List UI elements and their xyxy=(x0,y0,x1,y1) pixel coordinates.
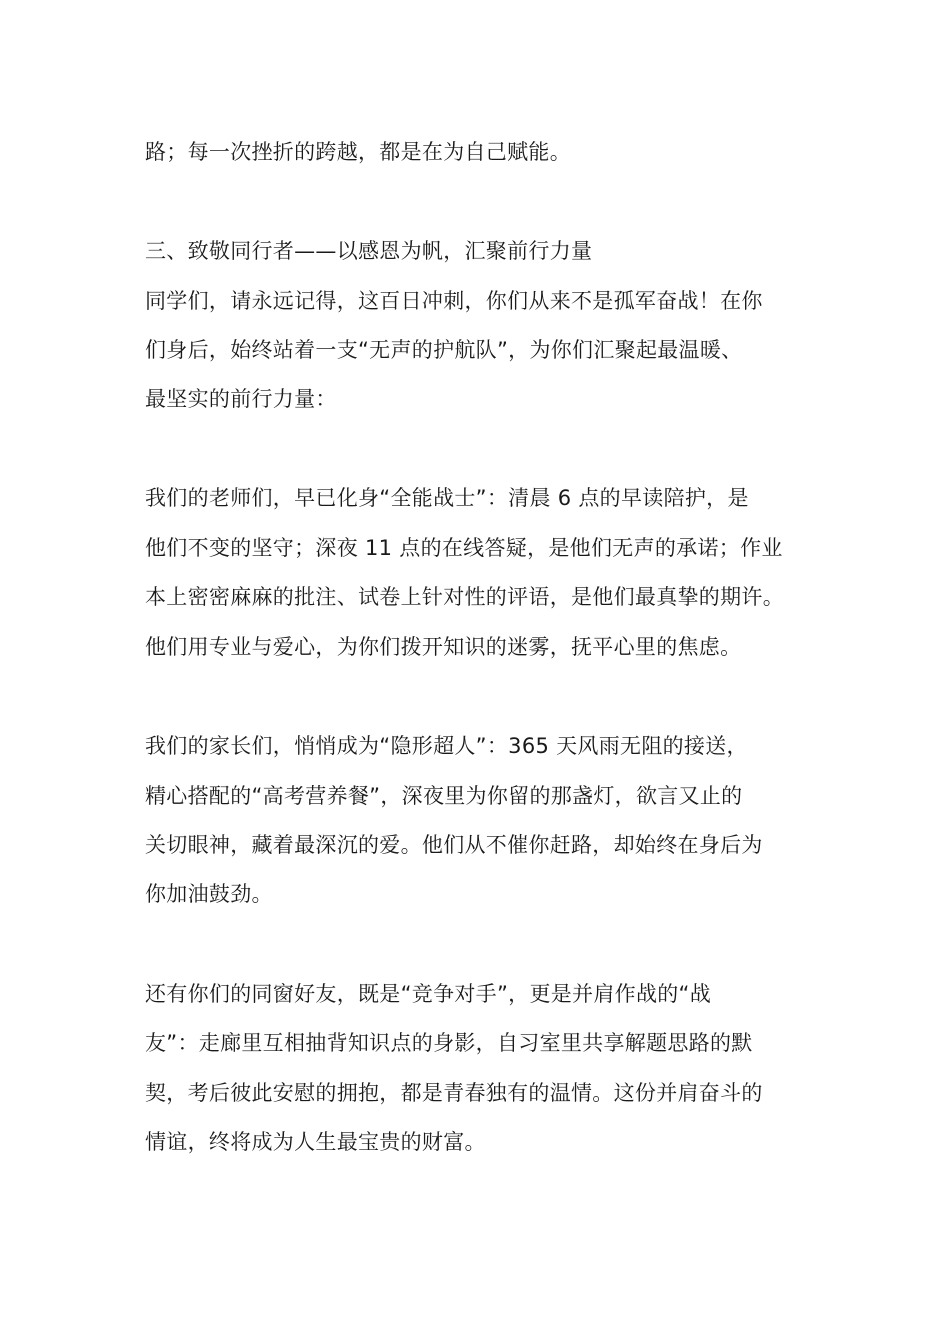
paragraph-line: 友”：走廊里互相抽背知识点的身影，自习室里共享解题思路的默 xyxy=(145,1031,753,1055)
paragraph-line: 本上密密麻麻的批注、试卷上针对性的评语，是他们最真挚的期许。 xyxy=(145,585,784,609)
paragraph-line: 契，考后彼此安慰的拥抱，都是青春独有的温情。这份并肩奋斗的 xyxy=(145,1081,763,1105)
paragraph-line: 还有你们的同窗好友，既是“竞争对手”，更是并肩作战的“战 xyxy=(145,982,712,1006)
paragraph-line: 情谊，终将成为人生最宝贵的财富。 xyxy=(145,1130,486,1154)
paragraph-line: 精心搭配的“高考营养餐”，深夜里为你留的那盏灯，欲言又止的 xyxy=(145,784,743,808)
paragraph-line: 关切眼神，藏着最深沉的爱。他们从不催你赶路，却始终在身后为 xyxy=(145,833,763,857)
paragraph-line: 们身后，始终站着一支“无声的护航队”，为你们汇聚起最温暖、 xyxy=(145,338,743,362)
paragraph-line: 他们用专业与爱心，为你们拨开知识的迷雾，抚平心里的焦虑。 xyxy=(145,635,742,659)
paragraph-line: 我们的家长们，悄悄成为“隐形超人”：365 天风雨无阻的接送， xyxy=(145,734,748,758)
section-heading: 三、致敬同行者——以感恩为帆，汇聚前行力量 xyxy=(145,239,593,263)
paragraph-line: 路；每一次挫折的跨越，都是在为自己赋能。 xyxy=(145,140,571,164)
paragraph-line: 同学们，请永远记得，这百日冲刺，你们从来不是孤军奋战！在你 xyxy=(145,289,763,313)
paragraph-line: 他们不变的坚守；深夜 11 点的在线答疑，是他们无声的承诺；作业 xyxy=(145,536,783,560)
paragraph-line: 我们的老师们，早已化身“全能战士”：清晨 6 点的早读陪护，是 xyxy=(145,486,749,510)
paragraph-line: 你加油鼓劲。 xyxy=(145,882,273,906)
paragraph-line: 最坚实的前行力量： xyxy=(145,387,337,411)
